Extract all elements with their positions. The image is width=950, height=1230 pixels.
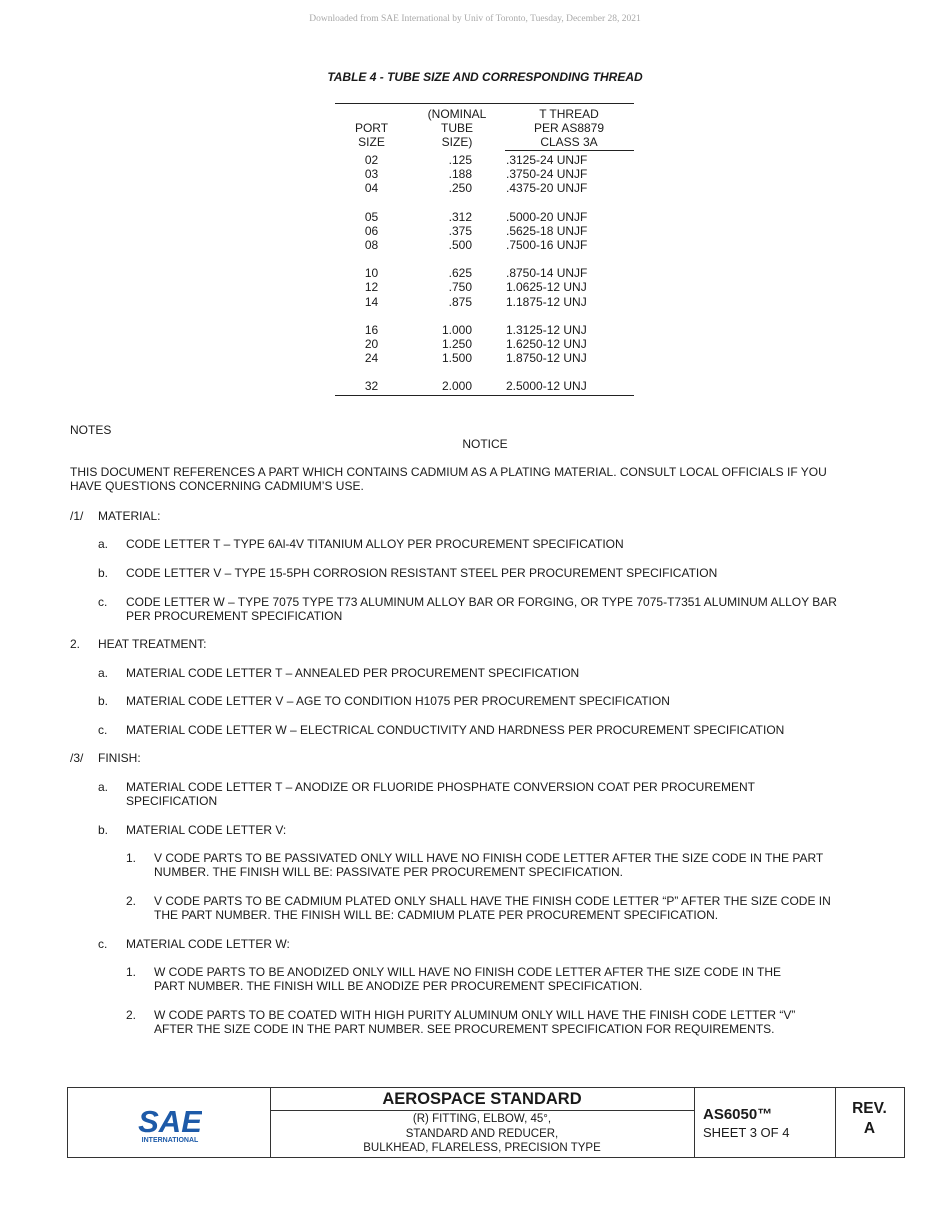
- note-3b-label: b.: [98, 823, 109, 837]
- thread-cell: .5000-20 UNJF: [506, 209, 588, 224]
- note-3c-label: c.: [98, 937, 108, 951]
- thread-cell: .5625-18 UNJF: [506, 223, 588, 238]
- tube-size-cell: .625: [448, 266, 472, 281]
- title-block-revision-cell: [835, 1088, 904, 1157]
- title-block-logo-cell: [68, 1088, 271, 1157]
- tube-size-cell: .750: [448, 280, 472, 295]
- port-size-cell: 05: [364, 209, 379, 224]
- download-watermark: Downloaded from SAE International by Univ of Toronto, Tuesday, December 28, 2021: [309, 14, 641, 24]
- thread-cell: 1.1875-12 UNJ: [506, 294, 587, 309]
- note-2c-text: MATERIAL CODE LETTER W – ELECTRICAL CONDUCTIVITY AND HARDNESS PER PROCUREMENT SPECIFICATION: [126, 723, 785, 737]
- table-title: TABLE 4 - TUBE SIZE AND CORRESPONDING THREAD: [327, 70, 643, 84]
- notes-heading: NOTES: [70, 423, 112, 437]
- tube-size-cell: .312: [448, 209, 472, 224]
- thread-cell: .7500-16 UNJF: [506, 238, 588, 253]
- table-row: [335, 379, 634, 393]
- tube-size-cell: .250: [448, 181, 472, 196]
- tube-size-cell: 2.000: [441, 379, 472, 394]
- table-row: [335, 280, 634, 294]
- table-row-group: [335, 379, 634, 393]
- port-size-cell: 32: [364, 379, 379, 394]
- thread-cell: 1.3125-12 UNJ: [506, 322, 587, 337]
- thread-cell: 1.0625-12 UNJ: [506, 280, 587, 295]
- part-description: (R) FITTING, ELBOW, 45°, STANDARD AND REDUCER, BULKHEAD, FLARELESS, PRECISION TYPE: [363, 1113, 601, 1154]
- note-3-label: /3/: [70, 751, 84, 765]
- title-block-number-cell: [694, 1088, 836, 1157]
- note-2a-text: MATERIAL CODE LETTER T – ANNEALED PER PROCUREMENT SPECIFICATION: [126, 666, 580, 680]
- note-2b-text: MATERIAL CODE LETTER V – AGE TO CONDITION H1075 PER PROCUREMENT SPECIFICATION: [126, 694, 670, 708]
- table-row: [335, 210, 634, 224]
- note-3c1-label: 1.: [126, 965, 137, 979]
- note-2-label: 2.: [70, 637, 81, 651]
- note-2c-label: c.: [98, 723, 108, 737]
- thread-cell: .4375-20 UNJF: [506, 181, 588, 196]
- port-size-cell: 04: [364, 181, 379, 196]
- table-row: [335, 337, 634, 351]
- note-3c2-label: 2.: [126, 1008, 137, 1022]
- note-3c2-text: W CODE PARTS TO BE COATED WITH HIGH PURITY ALUMINUM ONLY WILL HAVE THE FINISH CODE LETTER “V” AFTER THE SIZE CODE IN THE PART NUMBER. SEE PROCUREMENT SPECIFICATION FOR REQUIREMENTS.: [154, 1008, 796, 1037]
- tube-size-cell: 1.250: [441, 337, 472, 352]
- port-size-cell: 12: [364, 280, 379, 295]
- port-size-cell: 16: [364, 322, 379, 337]
- thread-cell: 2.5000-12 UNJ: [506, 379, 587, 394]
- sae-logo: [138, 1102, 202, 1144]
- document-number: AS6050™: [703, 1106, 773, 1123]
- table-row: [335, 323, 634, 337]
- note-1-label: /1/: [70, 509, 84, 523]
- note-3a-label: a.: [98, 780, 109, 794]
- revision: REV. A: [852, 1100, 887, 1137]
- note-3b1-text: V CODE PARTS TO BE PASSIVATED ONLY WILL HAVE NO FINISH CODE LETTER AFTER THE SIZE CODE IN THE PART NUMBER. THE FINISH WILL BE: PASSIVATE PER PROCUREMENT SPECIFICATION.: [154, 851, 824, 880]
- notice-text: THIS DOCUMENT REFERENCES A PART WHICH CONTAINS CADMIUM AS A PLATING MATERIAL. CONSULT LOCAL OFFICIALS IF YOU HAVE QUESTIONS CONCERNING CADMIUM’S USE.: [70, 465, 827, 494]
- note-1a-text: CODE LETTER T – TYPE 6Al-4V TITANIUM ALLOY PER PROCUREMENT SPECIFICATION: [126, 537, 624, 551]
- thread-cell: .8750-14 UNJF: [506, 266, 588, 281]
- port-size-cell: 20: [364, 337, 379, 352]
- port-size-cell: 08: [364, 238, 379, 253]
- note-3b-text: MATERIAL CODE LETTER V:: [126, 823, 287, 837]
- port-size-cell: 10: [364, 266, 379, 281]
- table-row: [335, 295, 634, 309]
- tube-size-cell: .375: [448, 223, 472, 238]
- note-1-title: MATERIAL:: [98, 509, 161, 523]
- table-row-group: [335, 210, 634, 253]
- tube-size-table: [335, 103, 634, 396]
- header-thread: T THREAD PER AS8879 CLASS 3A: [533, 107, 605, 149]
- table-body: [335, 151, 634, 395]
- note-1a-label: a.: [98, 537, 109, 551]
- note-3b2-text: V CODE PARTS TO BE CADMIUM PLATED ONLY SHALL HAVE THE FINISH CODE LETTER “P” AFTER THE SIZE CODE IN THE PART NUMBER. THE FINISH WILL BE: CADMIUM PLATE PER PROCUREMENT SPECIFICATION.: [154, 894, 831, 923]
- note-3c1-text: W CODE PARTS TO BE ANODIZED ONLY WILL HAVE NO FINISH CODE LETTER AFTER THE SIZE CODE IN THE PART NUMBER. THE FINISH WILL BE ANODIZE PER PROCUREMENT SPECIFICATION.: [154, 965, 781, 994]
- tube-size-cell: 1.500: [441, 351, 472, 366]
- header-tube-size: (NOMINAL TUBE SIZE): [427, 107, 487, 149]
- table-row: [335, 153, 634, 167]
- note-1b-text: CODE LETTER V – TYPE 15-5PH CORROSION RESISTANT STEEL PER PROCUREMENT SPECIFICATION: [126, 566, 718, 580]
- thread-cell: .3750-24 UNJF: [506, 167, 588, 182]
- table-bottom-rule: [335, 395, 634, 396]
- tube-size-cell: .125: [448, 153, 472, 167]
- note-3b1-label: 1.: [126, 851, 137, 865]
- note-2a-label: a.: [98, 666, 109, 680]
- port-size-cell: 06: [364, 223, 379, 238]
- port-size-cell: 14: [364, 294, 379, 309]
- table-row: [335, 266, 634, 280]
- table-row: [335, 238, 634, 252]
- sae-logo-subtitle: INTERNATIONAL: [141, 1137, 199, 1144]
- notice-heading: NOTICE: [462, 437, 508, 451]
- tube-size-cell: .875: [448, 294, 472, 309]
- note-2b-label: b.: [98, 694, 109, 708]
- tube-size-cell: .500: [448, 238, 472, 253]
- thread-cell: 1.8750-12 UNJ: [506, 351, 587, 366]
- thread-cell: .3125-24 UNJF: [506, 153, 588, 167]
- note-1c-text: CODE LETTER W – TYPE 7075 TYPE T73 ALUMINUM ALLOY BAR OR FORGING, OR TYPE 7075-T7351 ALUMINUM ALLOY BAR PER PROCUREMENT SPECIFICATION: [126, 595, 837, 624]
- sae-logo-wordmark: SAE: [138, 1104, 202, 1139]
- note-3b2-label: 2.: [126, 894, 137, 908]
- thread-cell: 1.6250-12 UNJ: [506, 337, 587, 352]
- header-thread-rule: [505, 150, 634, 151]
- port-size-cell: 02: [364, 153, 379, 167]
- standard-type: AEROSPACE STANDARD: [270, 1088, 694, 1111]
- port-size-cell: 24: [364, 351, 379, 366]
- table-row: [335, 351, 634, 365]
- header-port-size: PORT SIZE: [354, 121, 389, 149]
- table-row-group: [335, 323, 634, 366]
- note-2-title: HEAT TREATMENT:: [98, 637, 207, 651]
- port-size-cell: 03: [364, 167, 379, 182]
- title-block-title-cell: [270, 1088, 695, 1157]
- table-row: [335, 224, 634, 238]
- note-3-title: FINISH:: [98, 751, 141, 765]
- table-header-row: [335, 104, 634, 151]
- tube-size-cell: 1.000: [441, 322, 472, 337]
- table-row-group: [335, 266, 634, 309]
- table-row-group: [335, 153, 634, 196]
- title-block: [67, 1087, 905, 1158]
- note-3c-text: MATERIAL CODE LETTER W:: [126, 937, 290, 951]
- sheet-number: SHEET 3 OF 4: [703, 1125, 790, 1140]
- note-1b-label: b.: [98, 566, 109, 580]
- table-row: [335, 167, 634, 181]
- tube-size-cell: .188: [448, 167, 472, 182]
- note-3a-text: MATERIAL CODE LETTER T – ANODIZE OR FLUORIDE PHOSPHATE CONVERSION COAT PER PROCUREMENT SPECIFICATION: [126, 780, 755, 809]
- note-1c-label: c.: [98, 595, 108, 609]
- table-row: [335, 181, 634, 195]
